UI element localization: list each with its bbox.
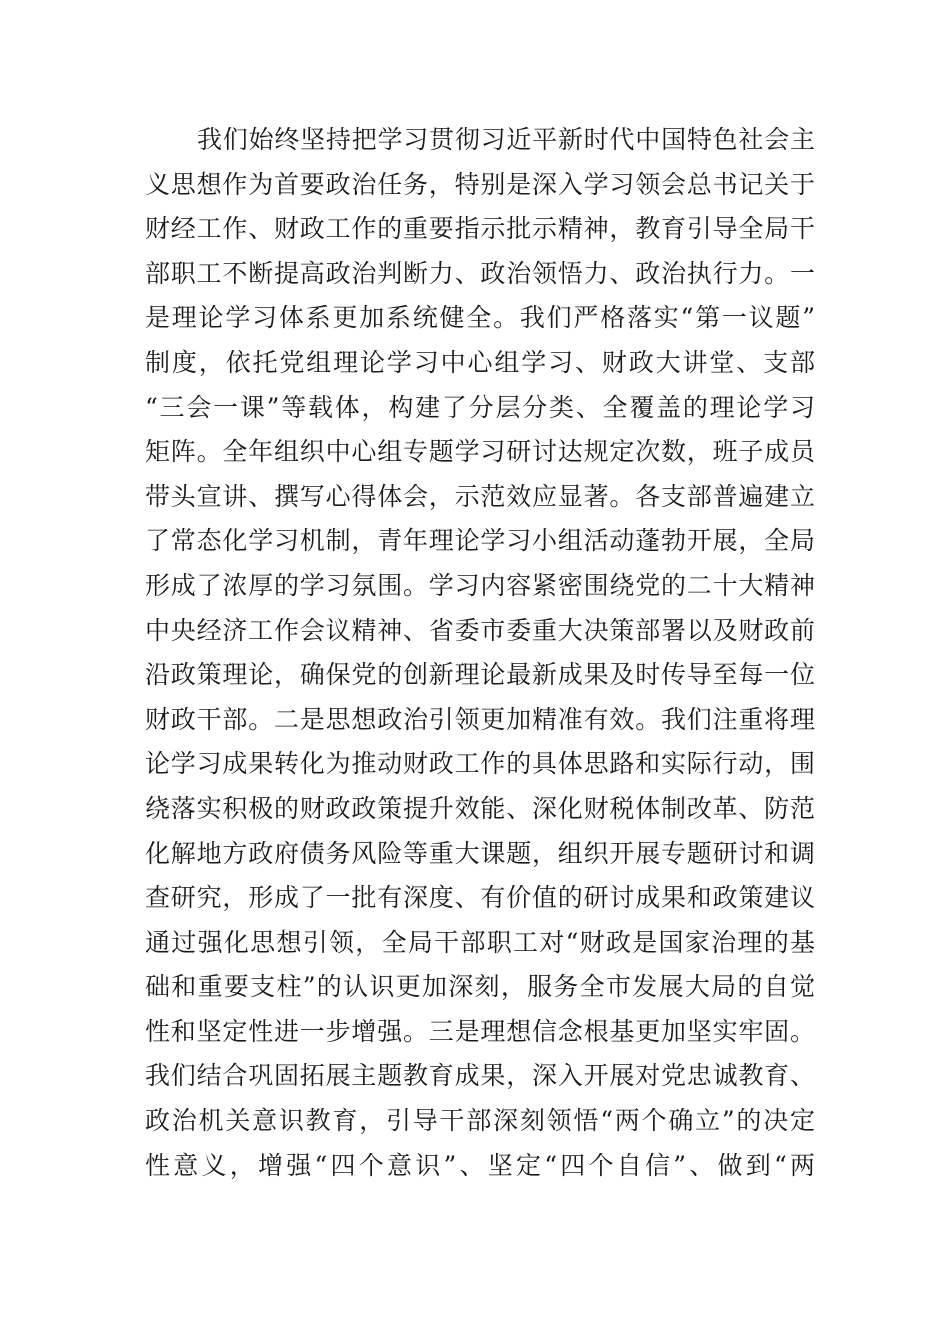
paragraph-line: 通过强化思想引领，全局干部职工对“财政是国家治理的基 <box>145 927 815 957</box>
paragraph-line: 我们始终坚持把学习贯彻习近平新时代中国特色社会主 <box>197 125 815 154</box>
paragraph-line: 论学习成果转化为推动财政工作的具体思路和实际行动，围 <box>145 749 815 779</box>
paragraph-line: 带头宣讲、撰写心得体会，示范效应显著。各支部普遍建立 <box>145 481 815 511</box>
paragraph-line: 性和坚定性进一步增强。三是理想信念根基更加坚实牢固。 <box>145 1016 815 1046</box>
paragraph-line: 部职工不断提高政治判断力、政治领悟力、政治执行力。一 <box>145 258 815 288</box>
paragraph-line: 中央经济工作会议精神、省委市委重大决策部署以及财政前 <box>145 615 815 645</box>
paragraph-line: 查研究，形成了一批有深度、有价值的研讨成果和政策建议 <box>145 883 815 913</box>
paragraph-line: 制度，依托党组理论学习中心组学习、财政大讲堂、支部 <box>145 347 815 377</box>
paragraph-line: 化解地方政府债务风险等重大课题，组织开展专题研讨和调 <box>145 838 815 868</box>
paragraph-line: 矩阵。全年组织中心组专题学习研讨达规定次数，班子成员 <box>145 437 815 467</box>
paragraph-line: 沿政策理论，确保党的创新理论最新成果及时传导至每一位 <box>145 660 815 690</box>
paragraph-line: 财政干部。二是思想政治引领更加精准有效。我们注重将理 <box>145 704 815 734</box>
paragraph-line: 是理论学习体系更加系统健全。我们严格落实“第一议题” <box>145 303 815 333</box>
paragraph-line: 政治机关意识教育，引导干部深刻领悟“两个确立”的决定 <box>145 1106 815 1136</box>
paragraph-line: “三会一课”等载体，构建了分层分类、全覆盖的理论学习 <box>145 392 815 422</box>
paragraph-line: 形成了浓厚的学习氛围。学习内容紧密围绕党的二十大精神 <box>145 570 815 600</box>
paragraph-line: 了常态化学习机制，青年理论学习小组活动蓬勃开展，全局 <box>145 526 815 556</box>
paragraph-line: 财经工作、财政工作的重要指示批示精神，教育引导全局干 <box>145 214 815 244</box>
paragraph-line: 绕落实积极的财政政策提升效能、深化财税体制改革、防范 <box>145 793 815 823</box>
paragraph-line: 性意义，增强“四个意识”、坚定“四个自信”、做到“两 <box>145 1150 815 1180</box>
body-paragraph <box>145 118 815 1188</box>
paragraph-line: 础和重要支柱”的认识更加深刻，服务全市发展大局的自觉 <box>145 972 815 1002</box>
paragraph-line: 义思想作为首要政治任务，特别是深入学习领会总书记关于 <box>145 169 815 199</box>
paragraph-line: 我们结合巩固拓展主题教育成果，深入开展对党忠诚教育、 <box>145 1061 815 1091</box>
